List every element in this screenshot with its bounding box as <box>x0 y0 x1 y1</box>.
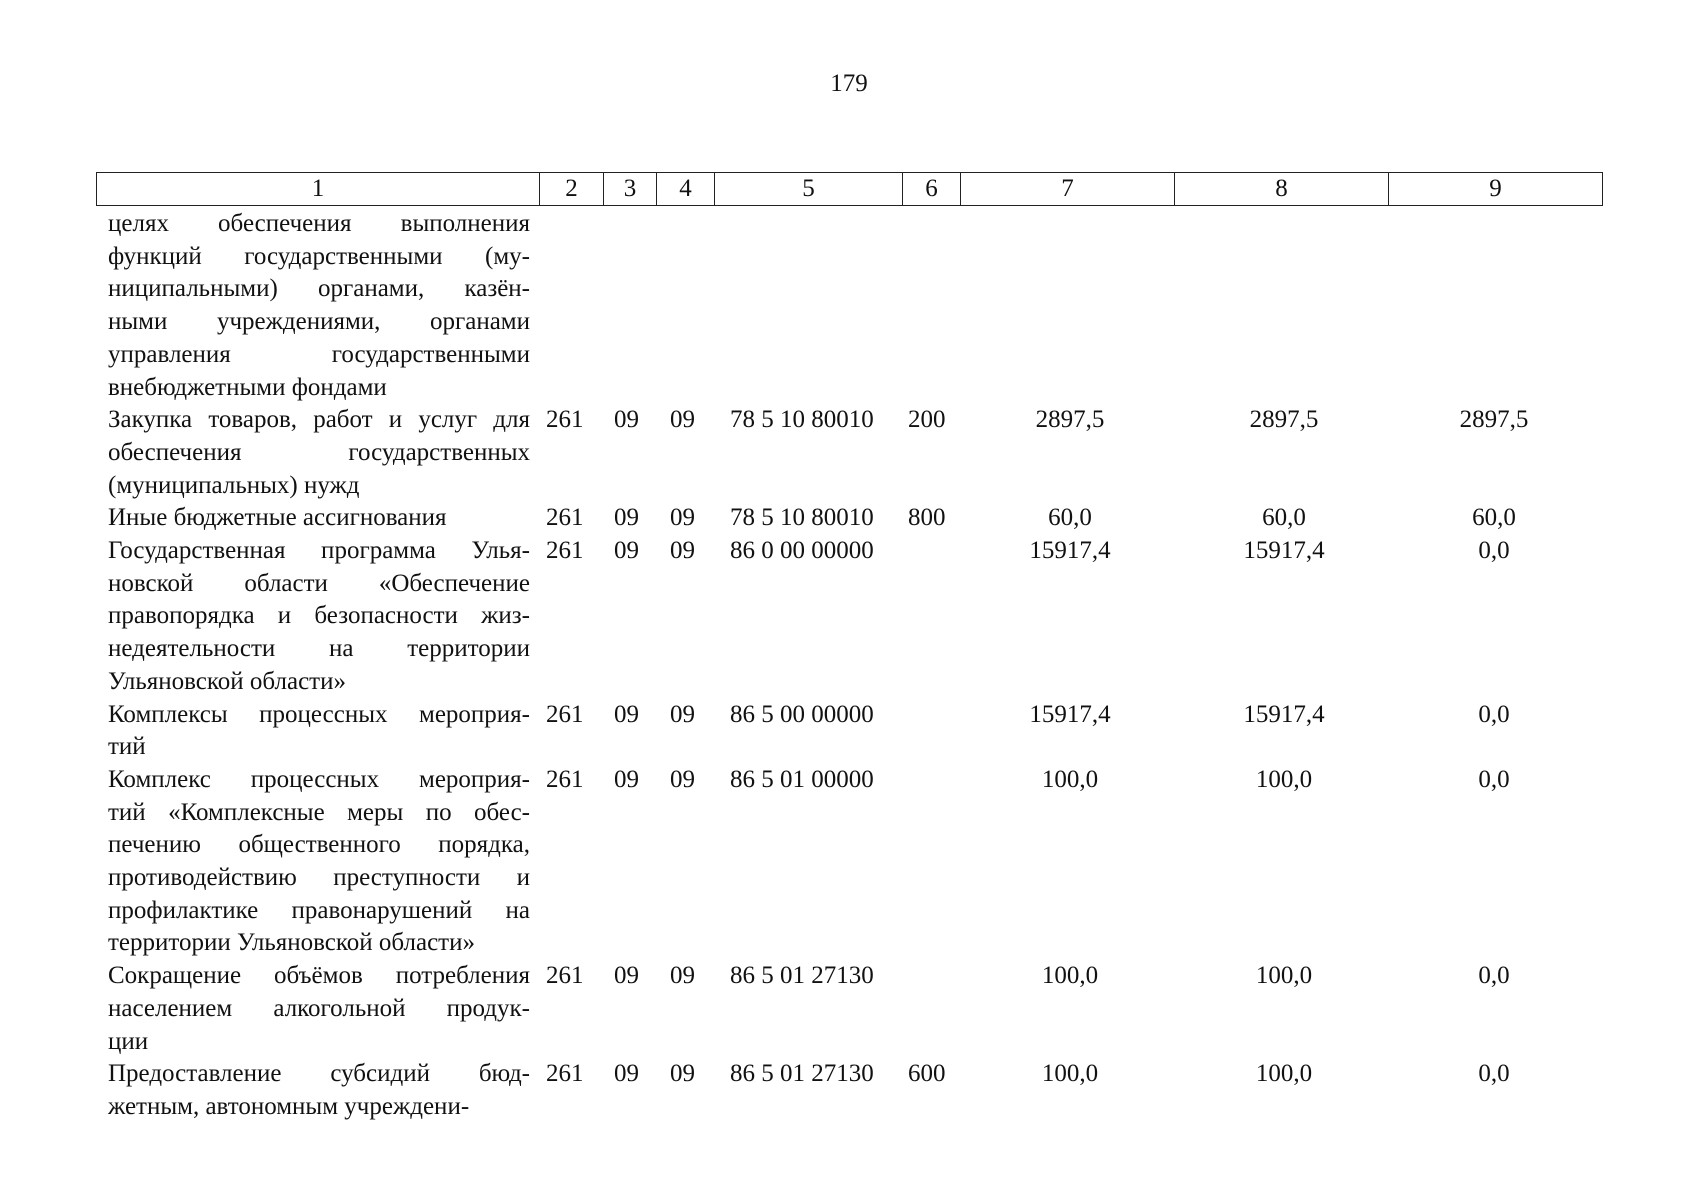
cell-col-9: 0,0 <box>1478 962 1510 990</box>
description-line: обеспечения государственных <box>108 438 530 466</box>
column-header: 7 <box>961 173 1175 206</box>
cell-col-7: 60,0 <box>1048 504 1092 532</box>
cell-col-8: 2897,5 <box>1249 406 1319 434</box>
cell-col-8: 100,0 <box>1255 1060 1313 1088</box>
cell-col-6: 600 <box>908 1060 946 1088</box>
cell-col-2: 261 <box>546 962 584 990</box>
cell-col-8: 60,0 <box>1262 504 1306 532</box>
cell-col-3: 09 <box>614 537 639 564</box>
description-line: Предоставление субсидий бюд- <box>108 1060 530 1088</box>
cell-col-3: 09 <box>614 1060 639 1088</box>
cell-col-6: 800 <box>908 504 946 532</box>
row-description <box>108 404 530 502</box>
cell-col-4: 09 <box>670 406 695 434</box>
cell-col-9: 60,0 <box>1472 504 1516 532</box>
cell-col-3: 09 <box>614 504 639 532</box>
cell-col-7: 2897,5 <box>1035 406 1105 434</box>
cell-col-2: 261 <box>546 537 584 564</box>
cell-col-4: 09 <box>670 765 695 793</box>
page-number: 179 <box>830 70 868 97</box>
description-line: населением алкогольной продук- <box>108 994 530 1022</box>
cell-col-7: 100,0 <box>1041 765 1099 793</box>
cell-col-2: 261 <box>546 765 584 793</box>
description-line: печению общественного порядка, <box>108 831 530 859</box>
description-line: (муниципальных) нужд <box>108 471 360 499</box>
cell-col-7: 15917,4 <box>1029 537 1111 564</box>
cell-col-4: 09 <box>670 537 695 564</box>
column-header: 4 <box>657 173 715 206</box>
column-header: 3 <box>604 173 657 206</box>
cell-col-3: 09 <box>614 765 639 793</box>
column-header: 1 <box>97 173 540 206</box>
cell-col-5: 86 5 01 27130 <box>730 962 874 990</box>
description-line: Закупка товаров, работ и услуг для <box>108 406 530 434</box>
description-line: ниципальными) органами, казён- <box>108 275 530 303</box>
cell-col-8: 15917,4 <box>1243 700 1325 728</box>
description-line: жетным, автономным учреждени- <box>108 1092 470 1120</box>
cell-col-7: 100,0 <box>1041 1060 1099 1088</box>
cell-col-7: 15917,4 <box>1029 700 1111 728</box>
column-header: 5 <box>715 173 903 206</box>
cell-col-5: 86 5 01 00000 <box>730 765 874 793</box>
cell-col-5: 86 5 00 00000 <box>730 700 874 728</box>
description-line: целях обеспечения выполнения <box>108 210 530 237</box>
row-description <box>108 208 530 404</box>
cell-col-2: 261 <box>546 406 584 434</box>
cell-col-8: 15917,4 <box>1243 537 1325 564</box>
cell-col-6: 200 <box>908 406 946 434</box>
description-line: Иные бюджетные ассигнования <box>108 504 447 532</box>
column-header-row <box>97 173 1603 206</box>
description-line: территории Ульяновской области» <box>108 929 475 957</box>
description-line: недеятельности на территории <box>108 635 530 663</box>
description-line: правопорядка и безопасности жиз- <box>108 602 530 630</box>
cell-col-2: 261 <box>546 700 584 728</box>
column-header: 8 <box>1175 173 1389 206</box>
description-line: управления государственными <box>108 340 530 368</box>
row-description <box>108 699 530 764</box>
column-header: 9 <box>1389 173 1603 206</box>
cell-col-9: 0,0 <box>1478 537 1510 564</box>
cell-col-9: 0,0 <box>1478 1060 1510 1088</box>
cell-col-3: 09 <box>614 406 639 434</box>
row-description <box>108 1058 530 1123</box>
description-line: внебюджетными фондами <box>108 373 387 401</box>
column-header: 6 <box>903 173 961 206</box>
cell-col-9: 0,0 <box>1478 700 1510 728</box>
cell-col-5: 78 5 10 80010 <box>730 504 874 532</box>
description-line: ции <box>108 1027 149 1055</box>
cell-col-4: 09 <box>670 1060 695 1088</box>
cell-col-3: 09 <box>614 700 639 728</box>
cell-col-4: 09 <box>670 700 695 728</box>
row-description <box>108 960 530 1058</box>
description-line: Комплексы процессных мероприя- <box>108 700 530 728</box>
description-line: ными учреждениями, органами <box>108 308 530 336</box>
cell-col-5: 86 5 01 27130 <box>730 1060 874 1088</box>
row-description <box>108 764 530 960</box>
cell-col-2: 261 <box>546 504 584 532</box>
description-line: новской области «Обеспечение <box>108 569 530 597</box>
cell-col-4: 09 <box>670 504 695 532</box>
description-line: профилактике правонарушений на <box>108 896 530 924</box>
cell-col-8: 100,0 <box>1255 765 1313 793</box>
description-line: функций государственными (му- <box>108 242 530 270</box>
column-header-table <box>96 172 1603 206</box>
description-line: тий «Комплексные меры по обес- <box>108 798 530 826</box>
column-header: 2 <box>540 173 604 206</box>
cell-col-3: 09 <box>614 962 639 990</box>
row-description <box>108 502 530 535</box>
cell-col-5: 78 5 10 80010 <box>730 406 874 434</box>
cell-col-4: 09 <box>670 962 695 990</box>
row-description <box>108 535 530 699</box>
description-line: Комплекс процессных мероприя- <box>108 765 530 793</box>
cell-col-9: 2897,5 <box>1459 406 1529 434</box>
cell-col-5: 86 0 00 00000 <box>730 537 874 564</box>
cell-col-2: 261 <box>546 1060 584 1088</box>
cell-col-9: 0,0 <box>1478 765 1510 793</box>
cell-col-7: 100,0 <box>1041 962 1099 990</box>
description-line: Сокращение объёмов потребления <box>108 962 530 990</box>
description-line: Государственная программа Улья- <box>108 537 530 564</box>
description-line: противодействию преступности и <box>108 864 530 891</box>
description-line: тий <box>108 733 146 761</box>
cell-col-8: 100,0 <box>1255 962 1313 990</box>
description-line: Ульяновской области» <box>108 667 346 695</box>
